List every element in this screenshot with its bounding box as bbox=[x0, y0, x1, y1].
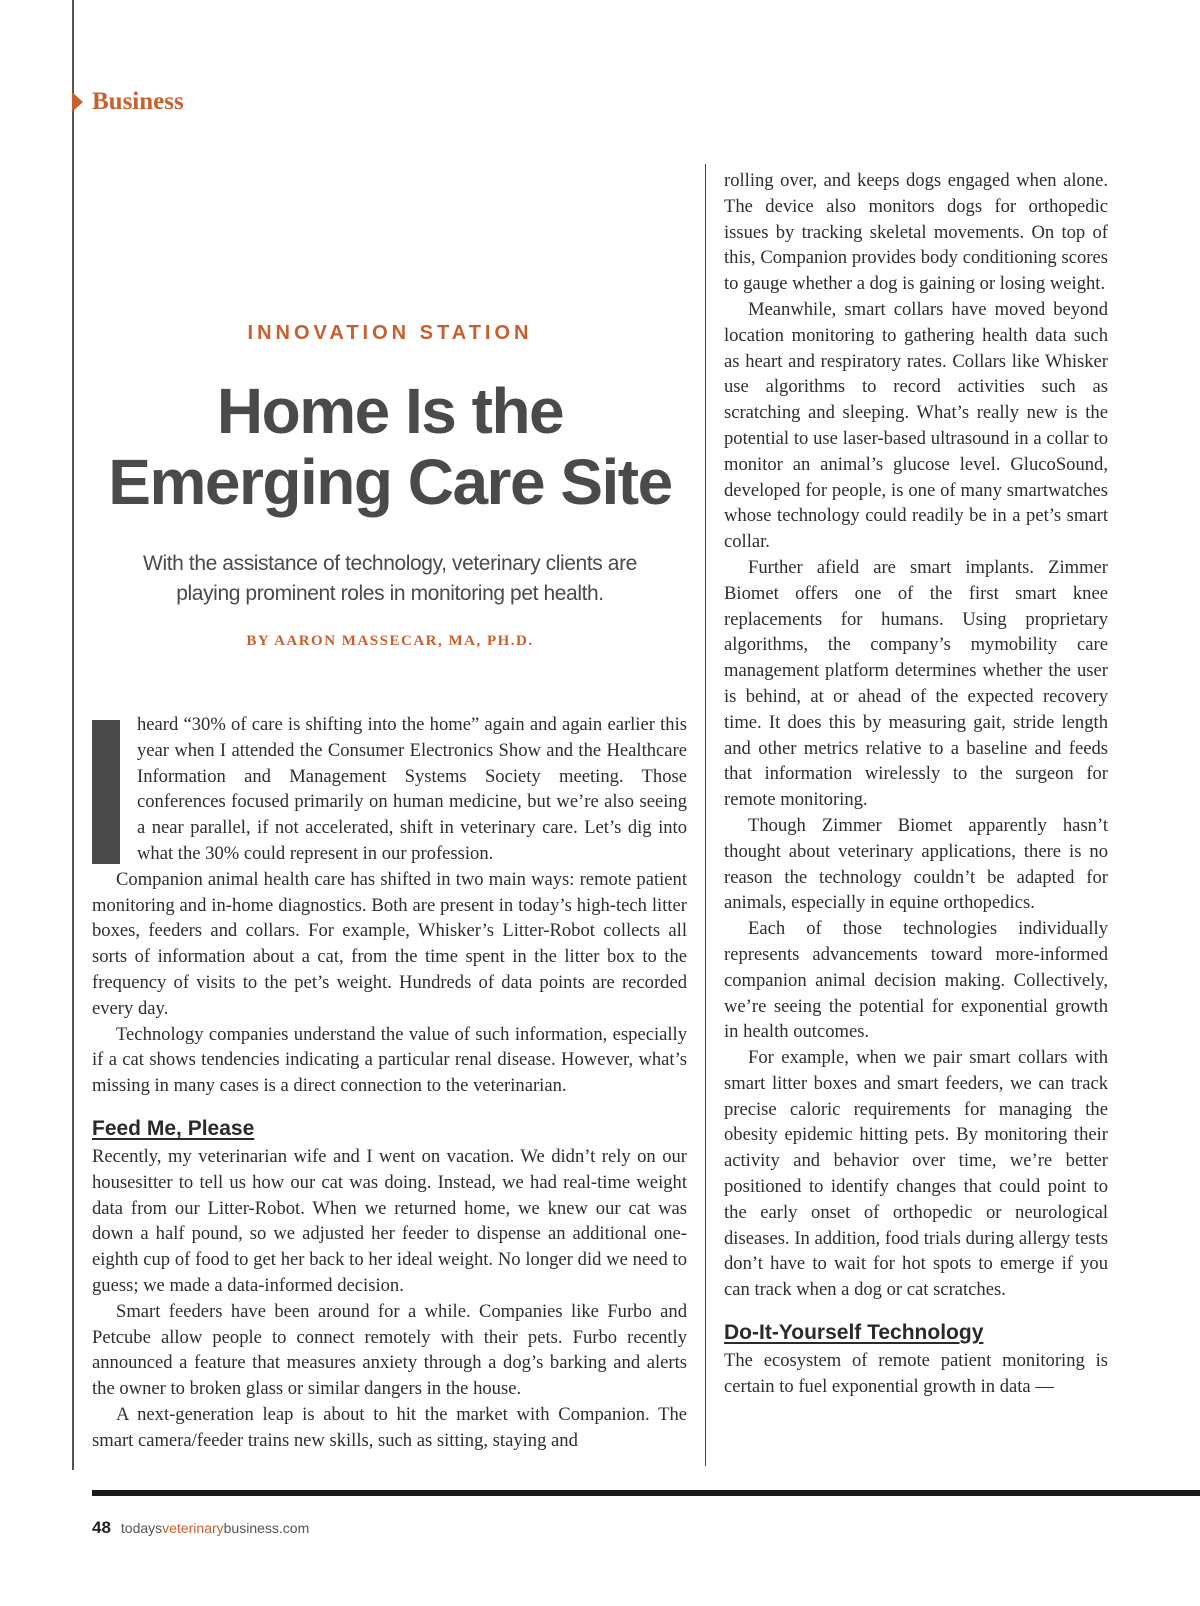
body-paragraph: Meanwhile, smart collars have moved beyond location monitoring to gathering health data such as heart and respiratory rates. Collars like Whisker use algorithms to record activities such as scratching and sleeping. What’s really new is the potential to use laser-based ultrasound in a collar to monitor an animal’s glucose level. GlucoSound, developed for people, is one of many smartwatches whose technology could readily be in a pet’s smart collar. bbox=[724, 298, 1108, 553]
site-url-post: business.com bbox=[223, 1520, 310, 1536]
site-url-pre: todays bbox=[120, 1520, 163, 1536]
body-paragraph: Each of those technologies individually represents advancements toward more-informed companion animal decision making. Collectively, we’re seeing the potential for exponential growth in health outcomes. bbox=[724, 918, 1108, 1043]
body-paragraph: Smart feeders have been around for a while. Companies like Furbo and Petcube allow people to connect remotely with their pets. Furbo recently announced a feature that measures anxiety through a dog’s barking and alerts the owner to broken glass or similar dangers in the house. bbox=[92, 1300, 687, 1400]
body-paragraph: Technology companies understand the value of such information, especially if a cat shows tendencies indicating a particular renal disease. However, what’s missing in many cases is a direct connection to the veterinarian. bbox=[92, 1023, 687, 1097]
section-tag bbox=[72, 88, 184, 116]
footer-rule bbox=[92, 1490, 1200, 1496]
page-number: 48 bbox=[92, 1518, 111, 1537]
body-paragraph: rolling over, and keeps dogs engaged when alone. The device also monitors dogs for orthopedic issues by tracking skeletal movements. On top of this, Companion provides body conditioning scores to gauge whether a dog is gaining or losing weight. bbox=[724, 170, 1108, 295]
subhead-diy-technology: Do-It-Yourself Technology bbox=[724, 1321, 984, 1345]
kicker: INNOVATION STATION bbox=[247, 322, 533, 344]
body-paragraph: Recently, my veterinarian wife and I went on vacation. We didn’t rely on our housesitter to tell us how our cat was doing. Instead, we had real-time weight data from our Litter-Robot. When we returned home, we knew our cat was down a half pound, so we adjusted her feeder to dispense an additional one-eighth cup of food to get her back to her ideal weight. No longer did we need to guess; we made a data-informed decision. bbox=[92, 1145, 687, 1296]
column-divider bbox=[705, 164, 706, 1466]
site-url[interactable] bbox=[121, 1520, 309, 1536]
intro bbox=[92, 712, 687, 867]
subhead-feed-me: Feed Me, Please bbox=[92, 1116, 255, 1140]
title-line-1: Home Is the bbox=[216, 375, 564, 447]
intro-paragraph: heard “30% of care is shifting into the home” again and again earlier this year when I attended the Consumer Electronics Show and the Healthcare Information and Management Systems Society meeting. Those conferences focused primarily on human medicine, but we’re also seeing a near parallel, if not accelerated, shift in veterinary care. Let’s dig into what the 30% could represent in our profession. bbox=[137, 714, 687, 864]
body-paragraph: Further afield are smart implants. Zimmer Biomet offers one of the first smart knee replacements for humans. Using proprietary algorithms, the company’s mymobility care management platform determines whether the user is behind, at or ahead of the expected recovery time. It does this by measuring gait, stride length and other metrics relative to a baseline and feeds that information wirelessly to the surgeon for remote monitoring. bbox=[724, 556, 1108, 811]
section-label: Business bbox=[92, 88, 184, 115]
body-paragraph: The ecosystem of remote patient monitoring is certain to fuel exponential growth in data — bbox=[724, 1350, 1108, 1397]
title-line-2: Emerging Care Site bbox=[108, 446, 672, 518]
left-column bbox=[92, 712, 687, 1454]
page-title bbox=[90, 376, 690, 518]
body-paragraph: Companion animal health care has shifted in two main ways: remote patient monitoring and in-home diagnostics. Both are present in today’s high-tech litter boxes, feeders and collars. For example, Whisker’s Litter-Robot collects all sorts of information about a cat, from the time spent in the litter box to the frequency of visits to the pet’s weight. Hundreds of data points are recorded every day. bbox=[92, 868, 687, 1019]
deck: With the assistance of technology, veterinary clients are playing prominent roles in monitoring pet health. bbox=[143, 552, 637, 605]
site-url-mid: veterinary bbox=[162, 1520, 224, 1536]
triangle-arrow-icon bbox=[72, 92, 83, 112]
footer bbox=[92, 1518, 309, 1538]
body-paragraph: For example, when we pair smart collars with smart litter boxes and smart feeders, we can track precise caloric requirements for managing the obesity epidemic hitting pets. By monitoring their activity and behavior over time, we’re better positioned to identify changes that could point to the early onset of orthopedic or neurological diseases. In addition, food trials during allergy tests don’t have to wait for hot spots to emerge if you can track when a dog or cat scratches. bbox=[724, 1047, 1108, 1301]
right-column bbox=[724, 168, 1108, 1400]
body-paragraph: A next-generation leap is about to hit the market with Companion. The smart camera/feeder trains new skills, such as sitting, staying and bbox=[92, 1403, 687, 1451]
byline: BY AARON MASSECAR, MA, PH.D. bbox=[246, 633, 534, 649]
body-paragraph: Though Zimmer Biomet apparently hasn’t thought about veterinary applications, there is no reason the technology couldn’t be adapted for animals, especially in equine orthopedics. bbox=[724, 814, 1108, 914]
left-margin-rule bbox=[72, 0, 74, 1470]
